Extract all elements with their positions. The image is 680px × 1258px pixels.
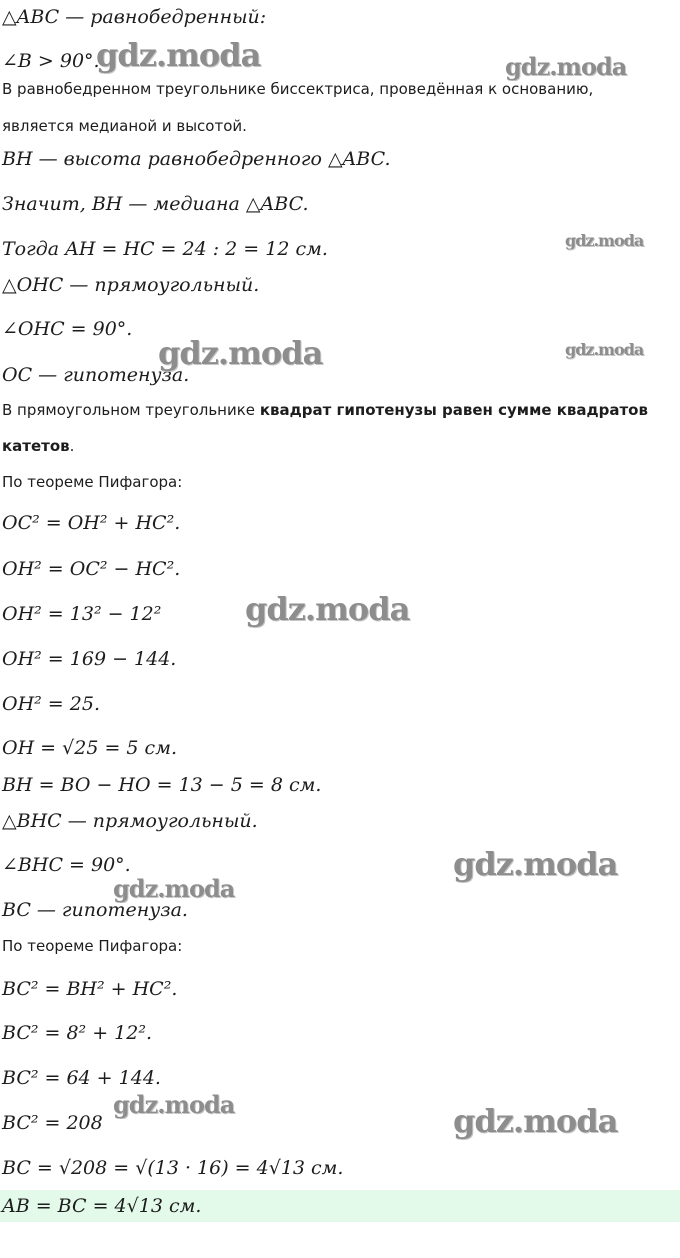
line-17: OH² = 169 − 144. [2, 648, 177, 670]
line-28: BC² = 208 [2, 1112, 103, 1134]
line-30-answer: AB = BC = 4√13 см. [2, 1195, 202, 1217]
watermark-4: gdz.moda [158, 334, 323, 372]
line-10: OC — гипотенуза. [2, 364, 190, 386]
line-18: OH² = 25. [2, 693, 100, 715]
line-23: BC — гипотенуза. [2, 899, 188, 921]
line-16: OH² = 13² − 12² [2, 603, 162, 625]
line-24: По теореме Пифагора: [2, 937, 183, 955]
line-6: Значит, BH — медиана △ABC. [2, 193, 309, 215]
line-7: Тогда AH = HC = 24 : 2 = 12 см. [2, 238, 328, 260]
line-11 [2, 399, 648, 421]
line-2: ∠B > 90°. [2, 50, 100, 72]
line-22: ∠BHC = 90°. [2, 854, 131, 876]
line-26: BC² = 8² + 12². [2, 1022, 153, 1044]
line-29: BC = √208 = √(13 · 16) = 4√13 см. [2, 1157, 344, 1179]
line-14: OC² = OH² + HC². [2, 512, 181, 534]
line-3: В равнобедренном треугольнике биссектриса, проведённая к основанию, [2, 80, 594, 98]
watermark-10: gdz.moda [453, 1102, 618, 1140]
line-9: ∠OHC = 90°. [2, 318, 133, 340]
watermark-5: gdz.moda [565, 340, 644, 359]
line-27: BC² = 64 + 144. [2, 1067, 161, 1089]
rule-period: . [69, 437, 75, 455]
watermark-9: gdz.moda [113, 1090, 235, 1119]
line-15: OH² = OC² − HC². [2, 558, 181, 580]
watermark-2: gdz.moda [505, 52, 627, 81]
rule-text: В прямоугольном треугольнике [2, 401, 260, 419]
watermark-8: gdz.moda [113, 874, 235, 903]
line-1: △ABC — равнобедренный: [2, 6, 267, 28]
watermark-3: gdz.moda [565, 231, 644, 250]
line-13: По теореме Пифагора: [2, 473, 183, 491]
rule-bold: квадрат гипотенузы равен сумме квадратов [259, 401, 648, 419]
line-20: BH = BO − HO = 13 − 5 = 8 см. [2, 774, 322, 796]
line-21: △BHC — прямоугольный. [2, 810, 258, 832]
rule-bold-end: катетов [2, 437, 70, 455]
watermark-1: gdz.moda [96, 36, 261, 74]
watermark-6: gdz.moda [245, 590, 410, 628]
watermark-7: gdz.moda [453, 845, 618, 883]
line-25: BC² = BH² + HC². [2, 978, 178, 1000]
line-8: △OHC — прямоугольный. [2, 274, 260, 296]
line-4: является медианой и высотой. [2, 117, 247, 135]
line-19: OH = √25 = 5 см. [2, 737, 177, 759]
line-5: BH — высота равнобедренного △ABC. [2, 148, 391, 170]
line-12 [2, 435, 74, 457]
